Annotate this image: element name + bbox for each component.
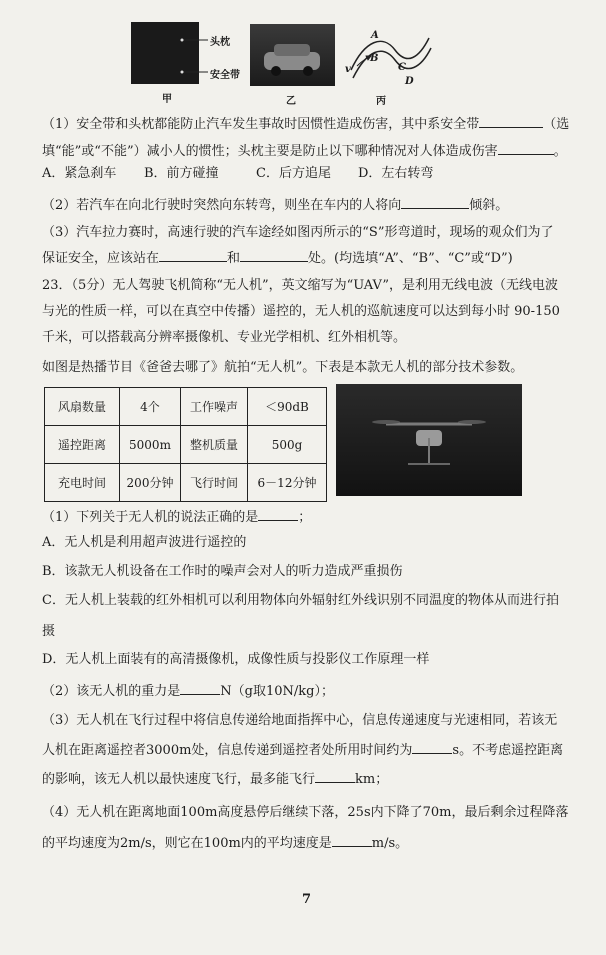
drone-spec-table <box>44 387 327 502</box>
page-number: 7 <box>302 892 312 907</box>
figure-bing-point-d: D <box>405 76 414 87</box>
q22-part1-line1: （1）安全带和头枕都能防止汽车发生事故时因惯性造成伤害，其中系安全带 （选 <box>42 117 570 132</box>
q23-part3-line2: 人机在距离遥控者3000m处，信息传递到遥控者处所用时间约为 s。不考虑遥控距离 <box>42 743 564 758</box>
figure-jia-label-seatbelt: 安全带 <box>210 70 240 81</box>
q23-part2: （2）该无人机的重力是 N（g取10N/kg）； <box>42 684 334 699</box>
q22-part3-line1: （3）汽车拉力赛时，高速行驶的汽车途经如图丙所示的“S”形弯道时，现场的观众们为了 <box>42 225 554 240</box>
figure-jia-caption: 甲 <box>162 94 172 105</box>
figure-yi-photo <box>250 24 335 86</box>
q23-intro-line1: 23．（5分）无人驾驶飞机简称“无人机”，英文缩写为“UAV”，是利用无线电波（无线电波 <box>42 278 559 293</box>
q23-part1: （1）下列关于无人机的说法正确的是 ； <box>42 510 312 525</box>
figure-bing-velocity: v <box>345 64 351 75</box>
q23-intro-line4: 如图是热播节目《爸爸去哪了》航拍“无人机”。下表是本款无人机的部分技术参数。 <box>42 360 524 375</box>
figure-jia-label-headrest: 头枕 <box>210 37 230 48</box>
figure-bing-s-curve <box>343 20 433 90</box>
figure-bing-point-a: A <box>371 30 379 41</box>
q23-part4-line1: （4）无人机在距离地面100m高度悬停后继续下落，25s内下降了70m，最后剩余过程降落 <box>42 805 569 820</box>
q23-option-c-line1: C．无人机上装载的红外相机可以利用物体向外辐射红外线识别不同温度的物体从而进行拍 <box>42 593 559 608</box>
q23-part4-line2: 的平均速度为2m/s，则它在100m内的平均速度是 m/s。 <box>42 836 409 851</box>
car-icon <box>250 24 335 86</box>
table-row: 风扇数量 4个 工作噪声 ＜90dB <box>45 388 327 426</box>
q22-part1-line2: 填“能”或“不能”）减小人的惯性；头枕主要是防止以下哪种情况对人体造成伤害 。 <box>42 144 567 159</box>
q22-options <box>42 166 433 182</box>
q23-part3-line1: （3）无人机在飞行过程中将信息传递给地面指挥中心，信息传递速度与光速相同，若该无 <box>42 713 558 728</box>
q23-option-c-line2: 摄 <box>42 624 56 639</box>
figure-bing-point-c: C <box>398 62 406 73</box>
figure-bing-point-b: B <box>370 53 379 64</box>
q23-part3-line3: 的影响，该无人机以最快速度飞行，最多能飞行 km； <box>42 772 389 787</box>
table-row: 充电时间 200分钟 飞行时间 6－12分钟 <box>45 464 327 502</box>
q22-option-c: C．后方追尾 <box>256 166 331 181</box>
q22-part2: （2）若汽车在向北行驶时突然向东转弯，则坐在车内的人将向 倾斜。 <box>42 198 509 213</box>
q23-option-a: A．无人机是利用超声波进行遥控的 <box>42 535 247 550</box>
drone-photo <box>336 384 522 496</box>
q22-option-d: D．左右转弯 <box>358 166 434 181</box>
drone-icon <box>336 384 522 496</box>
table-row: 遥控距离 5000m 整机质量 500g <box>45 426 327 464</box>
figure-yi-caption: 乙 <box>286 96 296 107</box>
q23-option-b: B．该款无人机设备在工作时的噪声会对人的听力造成严重损伤 <box>42 564 403 579</box>
q23-option-d: D．无人机上面装有的高清摄像机，成像性质与投影仪工作原理一样 <box>42 652 430 667</box>
q23-intro-line3: 千米，可以搭载高分辨率摄像机、专业光学相机、红外相机等。 <box>42 330 407 345</box>
q23-intro-line2: 与光的性质一样，可以在真空中传播）遥控的，无人机的巡航速度可以达到每小时 90-150 <box>42 304 560 319</box>
figure-bing-caption: 丙 <box>376 96 386 107</box>
q22-option-a: A．紧急刹车 <box>42 166 117 181</box>
q22-option-b: B．前方碰撞 <box>144 166 219 181</box>
figure-jia-leader-lines <box>180 30 210 80</box>
q22-part3-line2: 保证安全，应该站在 和 处。(均选填“A”、“B”、“C”或“D”) <box>42 251 513 266</box>
